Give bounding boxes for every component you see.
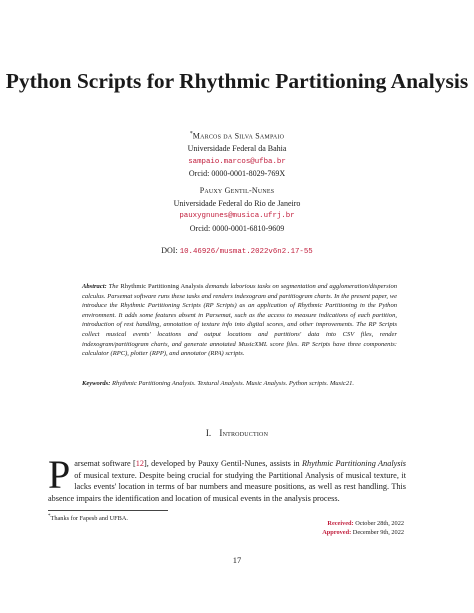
- abstract-label: Abstract:: [82, 283, 107, 290]
- paper-title: Python Scripts for Rhythmic Partitioning Analysis: [5, 69, 469, 93]
- author-1-email[interactable]: sampaio.marcos@ufba.br: [188, 157, 286, 166]
- page-number: 17: [232, 555, 242, 565]
- abstract-text-2: demands laborious tasks on segmentation and agglomeration/dispersion calculus. Parsemat software runs these tasks and renders indexogram and partitiogram charts. In the present paper, we introduce the Rhythmic Partitioning Scripts (RP Scripts) as an application of Rhythmic Partitioning in the Python environment. It adds some features absent in Parsemat, such as the access to measure indications of each partition, introduction of rest handling, annotation of texture info into digital scores, and other improvements. The RP Scripts collect musical events' locations and output locations and partitions' data into CSV files, render indexogram/partitiogram charts, and generate annotated MusicXML score files. RP Scripts have three components: calculator (RPC), plotter (RPP), and annotator (RPA) scripts.: [82, 283, 397, 358]
- approved-date: December 9th, 2022: [352, 529, 404, 536]
- doi-label: DOI:: [161, 246, 178, 255]
- author-1-block: [0, 128, 474, 181]
- approved-label: Approved:: [322, 529, 352, 536]
- author-2-block: [0, 185, 474, 235]
- abstract: [82, 282, 397, 359]
- author-2-email[interactable]: pauxygnunes@musica.ufrj.br: [179, 212, 295, 220]
- doi-line: [0, 246, 474, 256]
- keywords-text: Rhythmic Partitioning Analysis. Textural Analysis. Music Analysis. Python scripts. Music21.: [112, 380, 355, 387]
- keywords-label: Keywords: [82, 380, 109, 387]
- intro-part-3: of musical texture. Despite being crucial for studying the Partitional Analysis of musical texture, it lacks events' location in terms of bar numbers and measure positions, as well as rest handling. This absence impairs the identification and location of musical events in the analysis process.: [48, 470, 406, 503]
- author-1-affiliation: Universidade Federal da Bahia: [187, 144, 287, 154]
- author-2-orcid: Orcid: 0000-0001-6810-9609: [189, 223, 285, 233]
- dropcap: P: [48, 452, 71, 497]
- author-1-marker: *: [189, 131, 193, 137]
- footnote: [48, 514, 128, 522]
- author-1-orcid: Orcid: 0000-0001-8029-769X: [188, 169, 286, 179]
- received-date: October 28th, 2022: [355, 520, 404, 527]
- intro-italic-1: Rhythmic Partitioning Analysis: [302, 459, 406, 468]
- intro-paragraph: [48, 452, 406, 504]
- received-label: Received:: [327, 520, 354, 527]
- footnote-marker: *: [48, 514, 51, 519]
- keywords: Keywords: Rhythmic Partitioning Analysis. Textural Analysis. Music Analysis. Python scripts. Music21.: [82, 380, 355, 387]
- section-heading: [0, 428, 474, 438]
- intro-part-1: arsemat software [: [74, 459, 136, 468]
- footnote-rule: [48, 510, 168, 511]
- author-2-affiliation: Universidade Federal do Rio de Janeiro: [173, 198, 301, 208]
- author-1-name: Marcos da Silva Sampaio: [192, 131, 285, 141]
- section-title: Introduction: [219, 428, 269, 438]
- abstract-upright-1: Rhythmic Partitioning Analysis: [120, 283, 204, 290]
- author-2-name: Pauxy Gentil-Nunes: [199, 186, 275, 195]
- section-number: I.: [205, 428, 212, 438]
- doi-link[interactable]: 10.46926/musmat.2022v6n2.17-55: [179, 248, 313, 256]
- intro-part-2: ], developed by Pauxy Gentil-Nunes, assists in: [144, 459, 300, 468]
- footnote-text: Thanks for Fapesb and UFBA.: [50, 515, 128, 523]
- dates-block: [322, 519, 404, 537]
- abstract-text-1: The: [108, 283, 119, 290]
- citation-link[interactable]: 12: [135, 459, 144, 468]
